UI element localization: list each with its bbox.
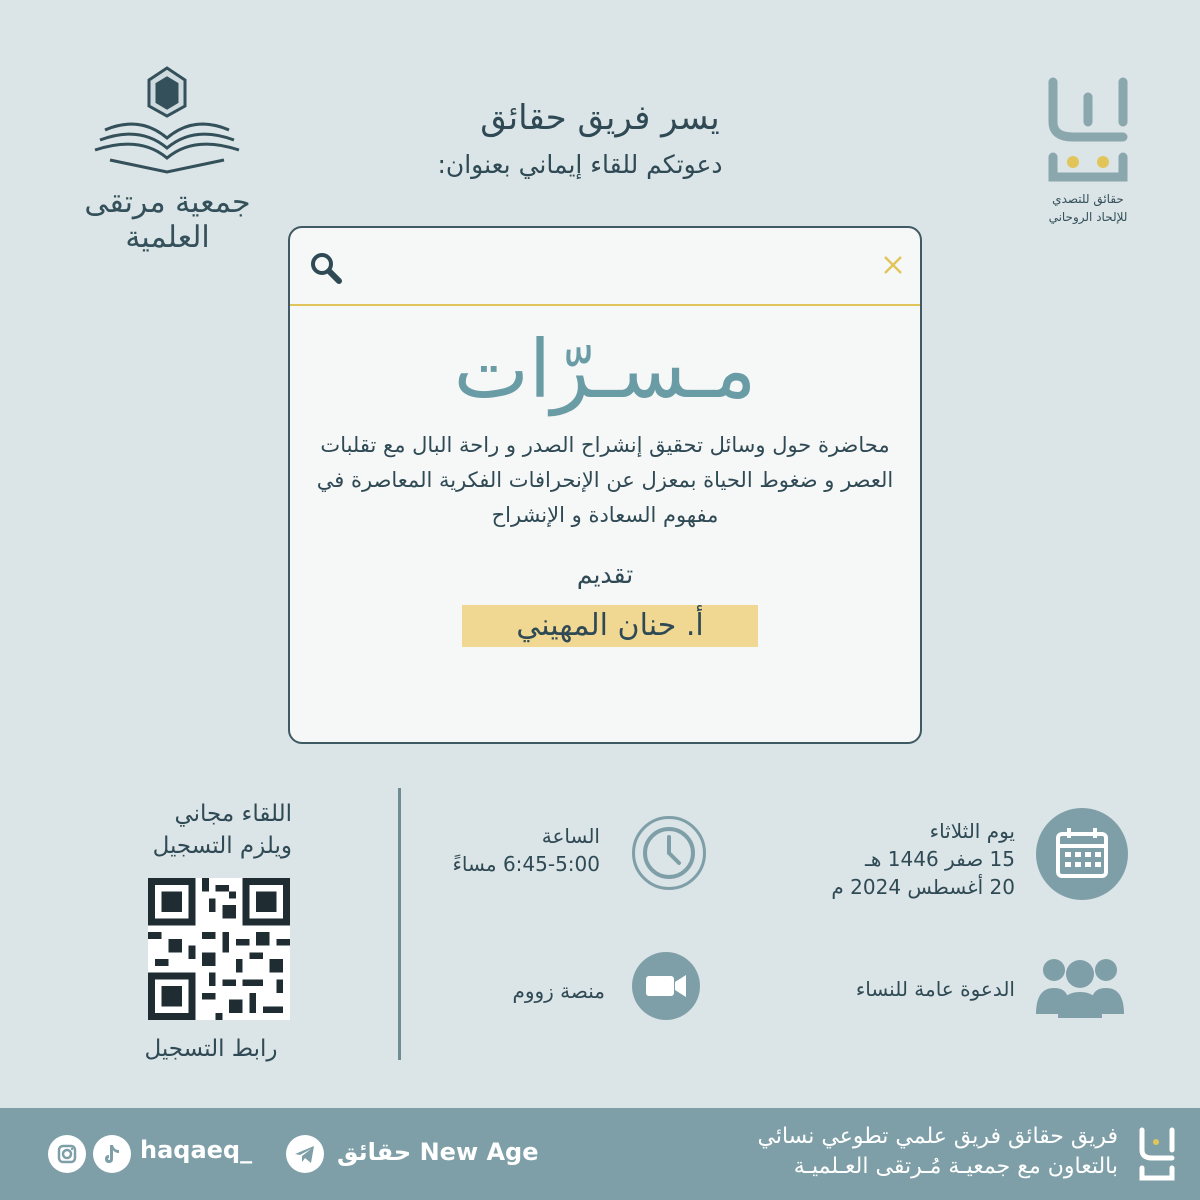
calendar-badge (1036, 808, 1128, 900)
time-label: الساعة (541, 824, 600, 848)
presenter-label: تقديم (576, 560, 634, 589)
footer-line-1: فريق حقائق فريق علمي تطوعي نسائي (757, 1124, 1118, 1149)
gregorian-date: 20 أغسطس 2024 م (831, 875, 1015, 899)
association-name: جمعية مرتقى العلمية (84, 185, 251, 255)
video-camera-icon (632, 952, 700, 1020)
instagram-icon (48, 1135, 86, 1173)
day-label: يوم الثلاثاء (929, 819, 1015, 843)
zoom-badge (632, 952, 700, 1020)
time-info (400, 822, 600, 878)
date-info (780, 817, 1015, 901)
telegram-channel-name[interactable]: حقائق New Age (337, 1138, 539, 1166)
footer-description (698, 1122, 1118, 1182)
footer-line-2: بالتعاون مع جمعيـة مُـرتقى العـلميـة (793, 1154, 1118, 1179)
search-icon[interactable] (308, 250, 344, 286)
registration-note (120, 798, 292, 862)
instagram-button[interactable] (48, 1135, 86, 1173)
logo-tagline-1: حقائق للتصدي (1052, 192, 1124, 206)
social-handle[interactable]: haqaeq_ (140, 1136, 253, 1164)
calendar-icon (1036, 808, 1128, 900)
presenter-name: أ. حنان المهيني (516, 608, 704, 643)
clock-icon (635, 819, 703, 887)
telegram-icon (286, 1135, 324, 1173)
telegram-button[interactable] (286, 1135, 324, 1173)
search-bar (290, 228, 920, 306)
header-title: يسر فريق حقائق (480, 98, 720, 138)
platform-text: منصة زووم (512, 979, 605, 1003)
qr-code-icon (148, 878, 290, 1020)
footer-bar (0, 1108, 1200, 1200)
lecture-card (288, 226, 922, 744)
registration-qr-code[interactable] (148, 878, 290, 1020)
logo-tagline-2: للإلحاد الروحاني (1048, 210, 1128, 224)
audience-badge (1032, 952, 1128, 1022)
header-subtitle: دعوتكم للقاء إيماني بعنوان: (437, 150, 723, 179)
tiktok-button[interactable] (93, 1135, 131, 1173)
haqaeq-logo (1028, 62, 1148, 232)
free-line-1: اللقاء مجاني (174, 801, 292, 827)
free-line-2: ويلزم التسجيل (152, 833, 292, 859)
presenter-name-highlight (462, 605, 758, 647)
haqaeq-mark-icon (1028, 62, 1148, 192)
audience-text: الدعوة عامة للنساء (855, 977, 1015, 1001)
hijri-date: 15 صفر 1446 هـ (865, 847, 1015, 871)
clock-badge (632, 816, 706, 890)
register-link-label: رابط التسجيل (144, 1036, 278, 1062)
lecture-title: مـسـرّات (453, 323, 757, 416)
book-emblem-icon (55, 60, 280, 185)
haqaeq-small-logo-icon (1132, 1122, 1180, 1186)
lecture-description: محاضرة حول وسائل تحقيق إنشراح الصدر و راحة البال مع تقلبات العصر و ضغوط الحياة بمعزل عن الإنحرافات الفكرية المعاصرة في مفهوم السعادة و الإنشراح (316, 433, 894, 527)
time-value: 6:45-5:00 مساءً (452, 852, 600, 876)
close-icon[interactable] (882, 254, 904, 276)
tiktok-icon (93, 1135, 131, 1173)
association-logo (55, 60, 280, 255)
group-icon (1032, 952, 1128, 1022)
